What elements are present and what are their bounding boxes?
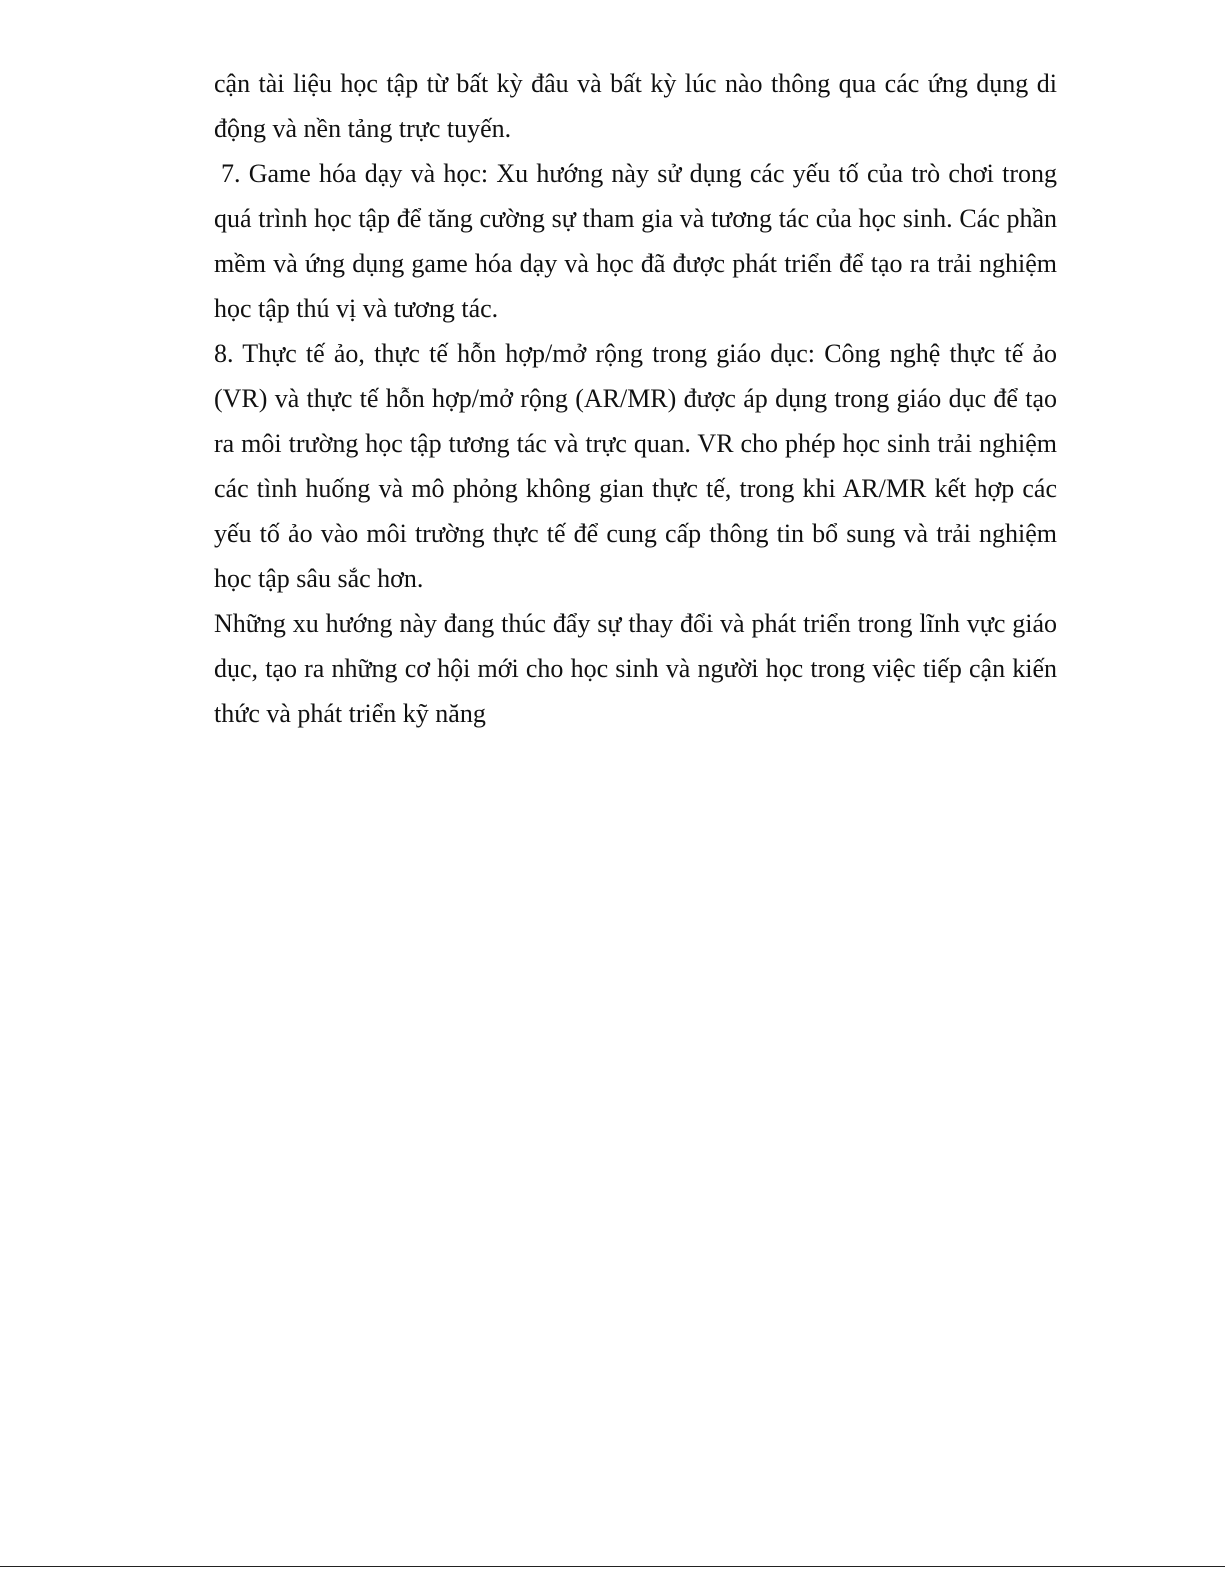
paragraph-conclusion: Những xu hướng này đang thúc đẩy sự thay đổi và phát triển trong lĩnh vực giáo dục, tạo ra những cơ hội mới cho học sinh và người học trong việc tiếp cận kiến thức và phát triển kỹ năng — [214, 609, 1057, 728]
body-text — [214, 61, 1057, 736]
page-bottom-divider — [0, 1566, 1225, 1567]
paragraph-item-8-virtual-reality: 8. Thực tế ảo, thực tế hỗn hợp/mở rộng trong giáo dục: Công nghệ thực tế ảo (VR) và thực tế hỗn hợp/mở rộng (AR/MR) được áp dụng trong giáo dục để tạo ra môi trường học tập tương tác và trực quan. VR cho phép học sinh trải nghiệm các tình huống và mô phỏng không gian thực tế, trong khi AR/MR kết hợp các yếu tố ảo vào môi trường thực tế để cung cấp thông tin bổ sung và trải nghiệm học tập sâu sắc hơn. — [214, 339, 1057, 593]
paragraph-continuation: cận tài liệu học tập từ bất kỳ đâu và bất kỳ lúc nào thông qua các ứng dụng di động và nền tảng trực tuyến. — [214, 69, 1057, 143]
paragraph-item-7-gamification: 7. Game hóa dạy và học: Xu hướng này sử dụng các yếu tố của trò chơi trong quá trình học tập để tăng cường sự tham gia và tương tác của học sinh. Các phần mềm và ứng dụng game hóa dạy và học đã được phát triển để tạo ra trải nghiệm học tập thú vị và tương tác. — [214, 159, 1057, 323]
